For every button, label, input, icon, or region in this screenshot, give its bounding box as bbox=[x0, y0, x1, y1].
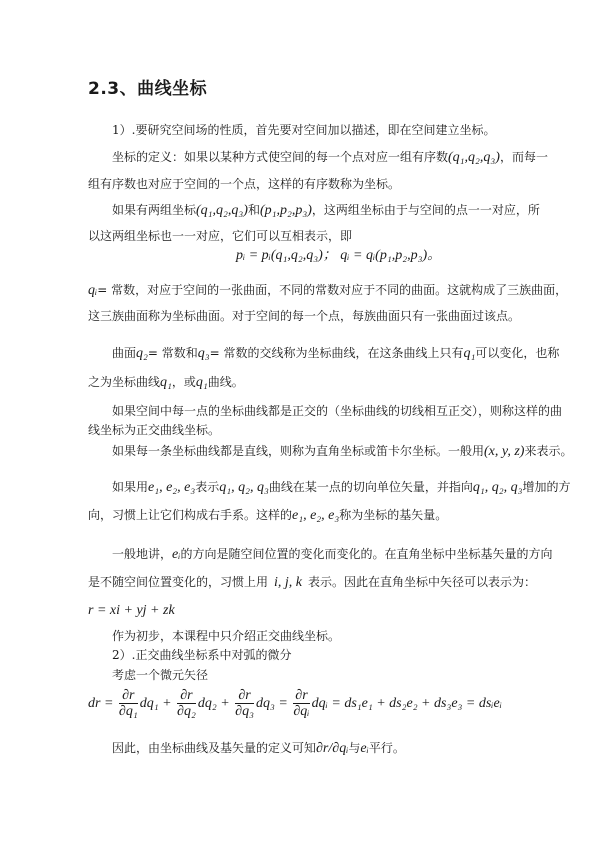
paragraph-orthogonal-1: 如果空间中每一点的坐标曲线都是正交的（坐标曲线的切线相互正交），则称这样的曲 bbox=[112, 404, 563, 418]
paragraph-direction-2: 是不随空间位置变化的，习惯上用 i, j, k 表示。因此在直角坐标中矢径可以表示为： bbox=[88, 575, 537, 590]
paragraph-scope: 作为初步，本课程中只介绍正交曲线坐标。 bbox=[112, 629, 341, 643]
paragraph-two-coordinates-2: 以这两组坐标也一一对应，它们可以互相表示，即 bbox=[88, 229, 353, 243]
paragraph-curves-1: 曲面q₂= 常数和q₃= 常数的交线称为坐标曲线，在这条曲线上只有q₁可以变化，也称 bbox=[112, 346, 560, 361]
formula-position-vector: r = xi + yj + zk bbox=[88, 603, 175, 618]
paragraph-surfaces-2: 这三族曲面称为坐标曲面。对于空间的每一个点，每族曲面只有一张曲面过该点。 bbox=[88, 309, 521, 323]
formula-dr: dr = $\frac{\partial r}{\text{∂q₁}}$ dq₁ + $\frac{\partial r}{\text{∂q₂}}$ dq₂ + $\frac{\partial r}{\text{∂q₃}}$ dq₃ = $\frac{\partial r}{\text{∂qᵢ}}$ dqᵢ = ds₁e₁ + ds₂e₂ + ds₃e₃ = dsᵢeᵢ bbox=[88, 688, 502, 720]
paragraph-basis-1: 如果用e₁, e₂, e₃表示q₁, q₂, q₃曲线在某一点的切向单位矢量，并指向q₁, q₂, q₃增加的方 bbox=[112, 480, 571, 495]
paragraph-intro: 1）.要研究空间场的性质，首先要对空间加以描述，即在空间建立坐标。 bbox=[112, 123, 496, 137]
paragraph-surfaces-1: qᵢ= 常数，对应于空间的一张曲面，不同的常数对应于不同的曲面。这就构成了三族曲面， bbox=[88, 283, 568, 298]
paragraph-element-vector: 考虑一个微元矢径 bbox=[112, 668, 209, 682]
paragraph-direction-1: 一般地讲，eᵢ的方向是随空间位置的变化而变化的。在直角坐标中坐标基矢量的方向 bbox=[112, 547, 553, 562]
paragraph-cartesian: 如果每一条坐标曲线都是直线，则称为直角坐标或笛卡尔坐标。一般用(x, y, z)来表示。 bbox=[112, 444, 573, 459]
formula-relation: pᵢ = pᵢ(q₁,q₂,q₃)； qᵢ = qᵢ(p₁,p₂,p₃)。 bbox=[236, 248, 442, 263]
paragraph-curves-2: 之为坐标曲线q₁，或q₁曲线。 bbox=[88, 375, 244, 390]
paragraph-two-coordinates-1: 如果有两组坐标(q₁,q₂,q₃)和(p₁,p₂,p₃)，这两组坐标由于与空间的点一一对应，所 bbox=[112, 203, 540, 218]
subsection-heading: 2）.正交曲线坐标系中对弧的微分 bbox=[112, 648, 292, 662]
section-heading: 2.3、曲线坐标 bbox=[88, 79, 208, 99]
paragraph-orthogonal-2: 线坐标为正交曲线坐标。 bbox=[88, 423, 221, 437]
paragraph-definition-2: 组有序数也对应于空间的一个点，这样的有序数称为坐标。 bbox=[88, 177, 401, 191]
paragraph-definition-1: 坐标的定义：如果以某种方式使空间的每一个点对应一组有序数(q₁,q₂,q₃)，而每一 bbox=[112, 150, 548, 165]
formula-q123: (q₁,q₂,q₃) bbox=[448, 150, 500, 165]
paragraph-basis-2: 向，习惯上让它们构成右手系。这样的e₁, e₂, e₃称为坐标的基矢量。 bbox=[88, 508, 448, 523]
paragraph-conclusion: 因此，由坐标曲线及基矢量的定义可知∂r/∂qᵢ与eᵢ平行。 bbox=[112, 741, 405, 756]
